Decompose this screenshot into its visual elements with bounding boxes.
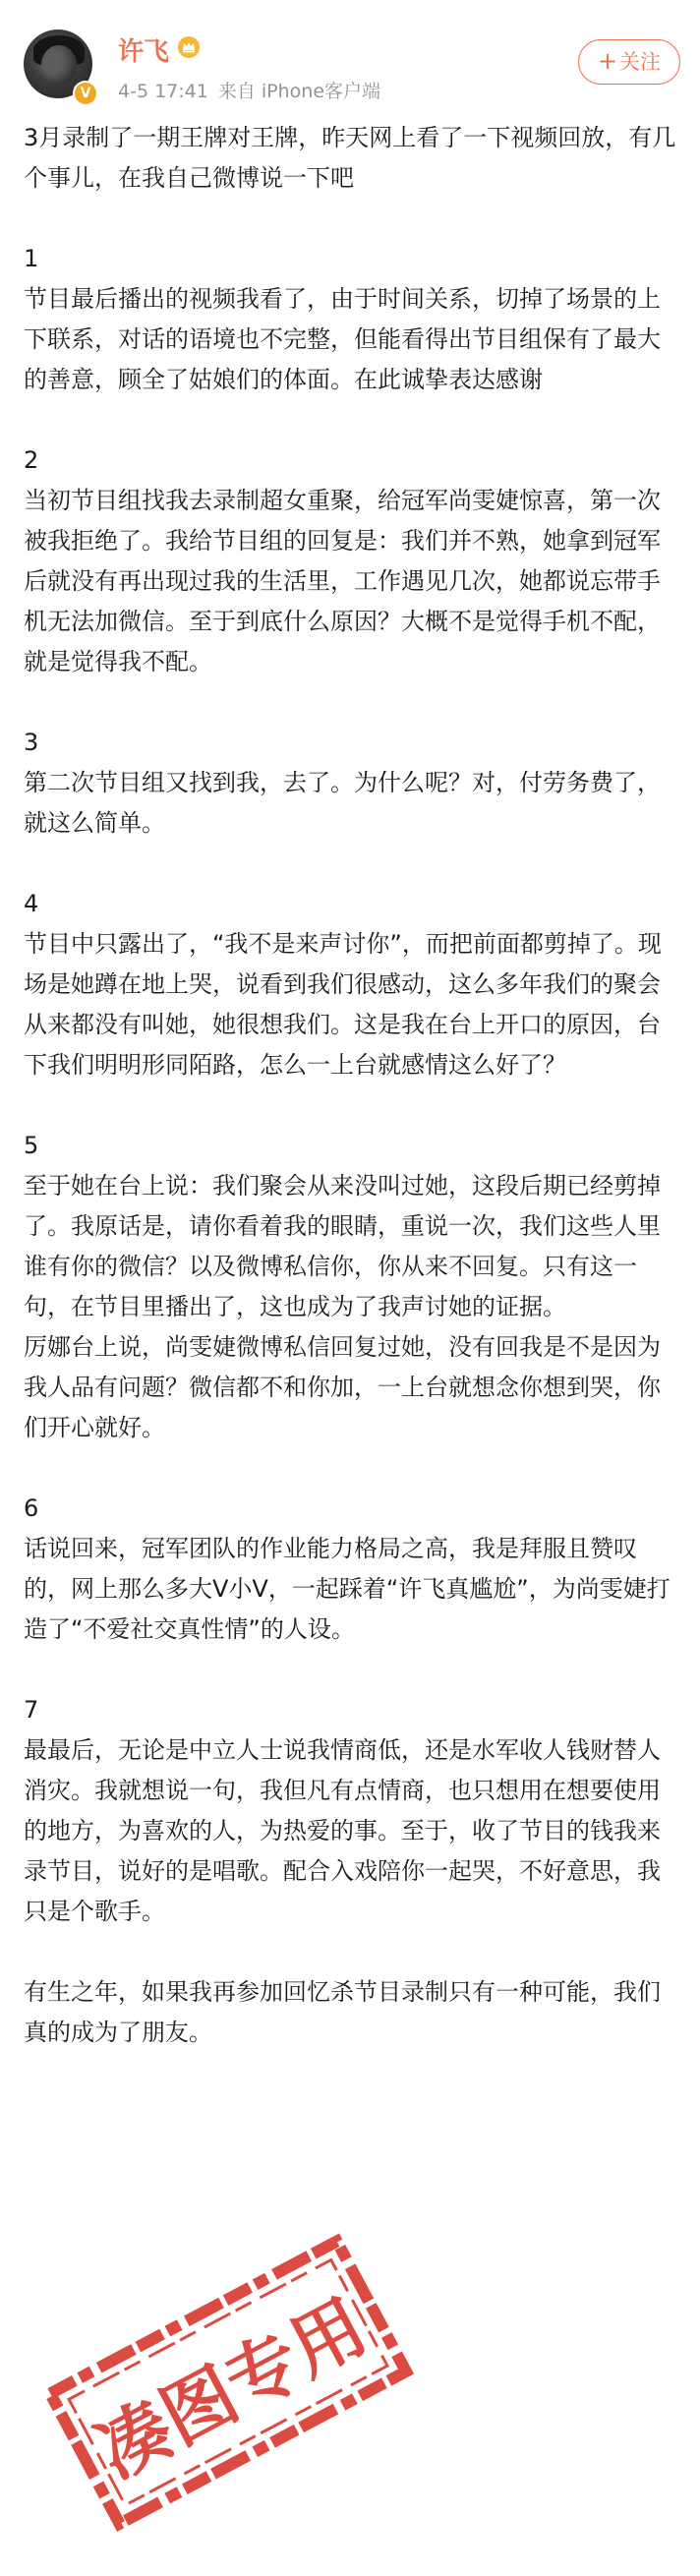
vip-crown-icon: [177, 35, 201, 59]
post-paragraph: 4 节目中只露出了，“我不是来声讨你”，而把前面都剪掉了。现场是她蹲在地上哭，说看到我们很感动，这么多年我们的聚会从来都没有叫她，她很想我们。这是我在台上开口的原因，台下我们明明形同陌路，怎么一上台就感情这么好了？: [24, 890, 662, 1079]
follow-button-label: 关注: [619, 50, 662, 74]
post-header: [0, 0, 700, 110]
plus-icon: +: [597, 47, 618, 75]
post-paragraph: 2 当初节目组找我去录制超女重聚，给冠军尚雯婕惊喜，第一次被我拒绝了。我给节目组的回复是：我们并不熟，她拿到冠军后就没有再出现过我的生活里，工作遇见几次，她都说忘带手机无法加微信。至于到底什么原因？大概不是觉得手机不配，就是觉得我不配。: [24, 446, 661, 675]
post-content: [24, 118, 676, 2093]
watermark-text: 凑图专用: [83, 2283, 380, 2495]
post-paragraph: 3月录制了一期王牌对王牌，昨天网上看了一下视频回放，有几个事儿，在我自己微博说一下吧: [24, 124, 676, 192]
post-paragraph: 有生之年，如果我再参加回忆杀节目录制只有一种可能，我们真的成为了朋友。: [24, 1978, 661, 2046]
post-paragraph: 6 话说回来，冠军团队的作业能力格局之高，我是拜服且赞叹的，网上那么多大V小V，一起踩着“许飞真尴尬”，为尚雯婕打造了“不爱社交真性情”的人设。: [24, 1494, 671, 1643]
post-meta: [118, 77, 380, 103]
avatar-face: [41, 45, 77, 85]
follow-button[interactable]: [578, 39, 680, 85]
post-paragraph: 7 最最后，无论是中立人士说我情商低，还是水军收人钱财替人消灾。我就想说一句，我但凡有点情商，也只想用在想要使用的地方，为喜欢的人，为热爱的事。至于，收了节目的钱我来录节目，说好的是唱歌。配合入戏陪你一起哭，不好意思，我只是个歌手。: [24, 1696, 661, 1925]
post-paragraph: 1 节目最后播出的视频我看了，由于时间关系，切掉了场景的上下联系，对话的语境也不完整，但能看得出节目组保有了最大的善意，顾全了姑娘们的体面。在此诚挚表达感谢: [24, 245, 661, 393]
verified-badge-icon: V: [73, 81, 98, 106]
post-paragraph: 3 第二次节目组又找到我，去了。为什么呢？对，付劳务费了，就这么简单。: [24, 729, 661, 837]
post-paragraph: 5 至于她在台上说：我们聚会从来没叫过她，这段后期已经剪掉了。我原话是，请你看着我的眼睛，重说一次，我们这些人里谁有你的微信？以及微博私信你，你从来不回复。只有这一句，在节目里播出了，这也成为了我声讨她的证据。 厉娜台上说，尚雯婕微博私信回复过她，没有回我是不是因为我人品有问题？微信都不和你加，一上台就想念你想到哭，你们开心就好。: [24, 1132, 661, 1441]
author-name[interactable]: 许飞: [118, 37, 170, 67]
post-timestamp: 4-5 17:41: [118, 81, 208, 102]
post-source: 来自 iPhone客户端: [217, 81, 381, 102]
watermark-stamp: [29, 2193, 423, 2566]
